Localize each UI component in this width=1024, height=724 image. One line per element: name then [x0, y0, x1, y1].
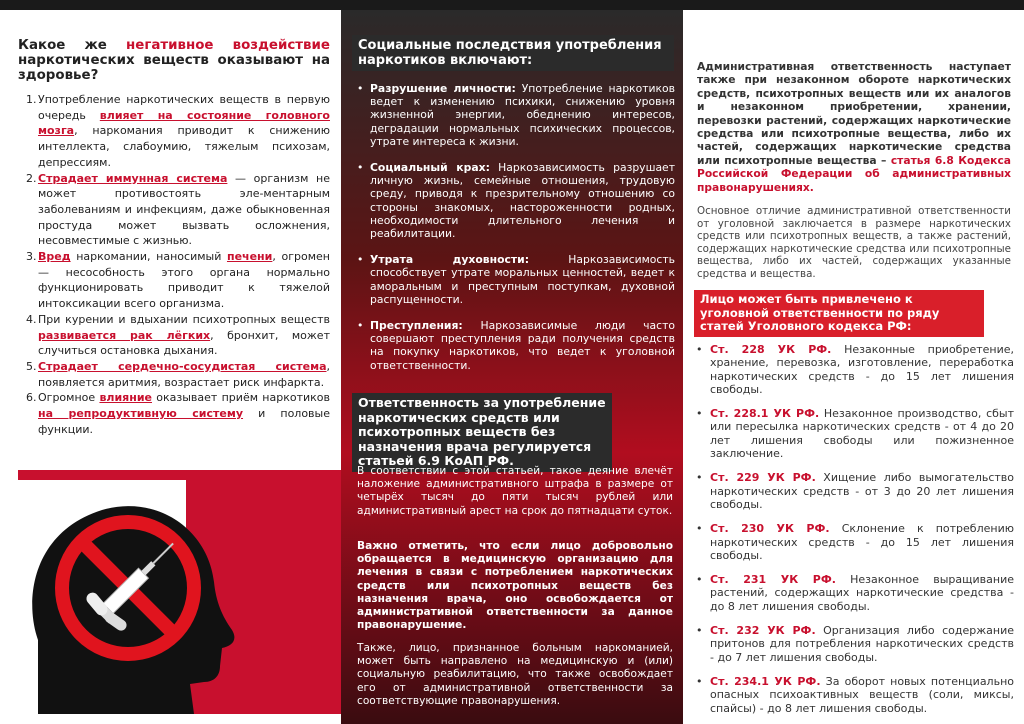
lead-article: статья 6.8 Кодекса Российской Федерации об административных правонарушениях.	[697, 153, 1011, 194]
list-item	[696, 343, 1014, 396]
item-text: оказывает приём наркотиков	[152, 391, 330, 405]
list-item	[26, 359, 330, 390]
top-bar	[0, 0, 1024, 10]
item-title: Социальный крах:	[370, 161, 490, 175]
list-item	[357, 319, 675, 372]
article-number: Ст. 228.1 УК РФ.	[710, 407, 820, 421]
item-title: Разрушение личности:	[370, 82, 516, 95]
list-item	[696, 407, 1014, 460]
liability-difference-text: Основное отличие административной ответственности от уголовной заключается в размере наркотических средств или психотропных веществ, а также растений, содержащих наркотические средства или психотропные вещества, либо их частей, содержащих указанные средства и вещества.	[697, 205, 1011, 280]
article-text: Незаконное производство, сбыт или пересылка наркотических средств - от 4 до 20 лет лишения свободы или пожизненное заключение.	[710, 407, 1014, 461]
heading-highlight: негативное воздействие	[125, 38, 330, 53]
article-text: Организация либо содержание притонов для потребления наркотических средств - до 7 лет лишения свободы.	[710, 624, 1014, 664]
item-number: 1.	[26, 93, 37, 106]
item-text: Огромное	[38, 391, 100, 405]
item-title: Утрата духовности:	[370, 253, 530, 267]
item-text: — организм не может противостоять эле-ментарным заболеваниям и инфекциям, даже обыкновенная простуда может вызвать осложнения, несовместимые с жизнью.	[38, 171, 331, 248]
list-item	[26, 390, 330, 437]
item-text: При курении и вдыхании психотропных веществ	[38, 312, 330, 326]
article-number: Ст. 229 УК РФ.	[710, 471, 816, 485]
item-number: 5.	[26, 359, 37, 373]
list-item	[26, 312, 330, 359]
social-consequences-list	[357, 82, 675, 385]
criminal-liability-heading: Лицо может быть привлечено к уголовной ответственности по ряду статей Уголовного кодекса РФ:	[694, 290, 984, 337]
article-number: Ст. 230 УК РФ.	[710, 522, 830, 536]
item-text: , огромен — несособность этого органа нормально функционировать приводит к тяжелой интоксикации всего организма.	[38, 250, 330, 311]
article-text: Хищение либо вымогательство наркотических средств - от 3 до 20 лет лишения свободы.	[710, 471, 1014, 511]
item-highlight: Страдает иммунная система	[38, 171, 228, 185]
item-text: Наркозависимые люди часто совершают преступления ради получения средств на покупку наркотиков, что ведет к уголовной ответственности.	[370, 319, 675, 372]
item-highlight: влияет на состояние головного мозга	[38, 108, 330, 138]
article-number: Ст. 234.1 УК РФ.	[710, 674, 821, 688]
lead-text: Административная ответственность наступает также при незаконном обороте наркотических средств, психотропных веществ или их аналогов и незаконном приобретении, хранении, перевозки растений, содержащих наркотические средства или психотропные вещества, либо их частей, содержащих наркотические средства или психотропные вещества –	[697, 60, 1011, 167]
administrative-liability-text	[697, 60, 1011, 194]
health-effects-heading	[18, 38, 330, 83]
no-drugs-illustration	[18, 470, 341, 714]
health-effects-list	[26, 92, 330, 437]
item-title: Преступления:	[370, 319, 463, 333]
list-item	[696, 471, 1014, 511]
list-item	[357, 253, 675, 306]
list-item	[26, 92, 330, 171]
item-text: , появляется аритмия, возрастает риск инфаркта.	[38, 359, 330, 389]
item-number: 4.	[26, 312, 37, 326]
item-text: , наркомания приводит к снижению интеллекта, слабоумию, тяжелым психозам, депрессиям.	[38, 124, 330, 169]
item-highlight: влияние	[99, 391, 152, 405]
item-highlight: развивается рак лёгких	[38, 328, 211, 342]
article-69-paragraph: В соответствии с этой статьей, такое деяние влечёт наложение административного штрафа в размере от четырёх тысяч до пяти тысяч рублей или административный арест на срок до пятнадцати суток.	[357, 465, 673, 517]
rehabilitation-paragraph: Также, лицо, признанное больным наркоманией, может быть направлено на медицинскую и (или) социальную реабилитацию, что также освобождает его от административной ответственности за соответствующие правонарушения.	[357, 642, 673, 707]
item-number: 2.	[26, 171, 37, 185]
heading-part: наркотических веществ оказывают на здоровье?	[18, 53, 330, 83]
item-highlight: Страдает сердечно-сосудистая система	[38, 359, 327, 373]
article-number: Ст. 228 УК РФ.	[710, 343, 832, 356]
list-item	[696, 624, 1014, 664]
item-highlight: печени	[226, 250, 273, 264]
item-text: и половые функции.	[38, 407, 330, 436]
responsibility-heading: Ответственность за употребление наркотических средств или психотропных веществ без назначения врача регулируется статьей 6.9 КоАП РФ.	[352, 393, 612, 472]
heading-part: Какое же	[18, 38, 126, 53]
item-text: Употребление наркотиков ведет к изменению психики, снижению уровня жизненной энергии, обеднению интересов, деградации нормальных психических процессов, утрате интереса к жизни.	[370, 82, 675, 148]
list-item	[26, 249, 330, 312]
item-text: Наркозависимость разрушает личную жизнь, семейные отношения, трудовую среду, приводя к презрительному отношению со стороны знакомых, настороженности родных, необходимости длительного лечения и реабилитации.	[370, 161, 675, 241]
social-consequences-heading: Социальные последствия употребления наркотиков включают:	[352, 35, 674, 71]
article-number: Ст. 231 УК РФ.	[710, 573, 836, 587]
list-item	[696, 675, 1014, 715]
social-consequences-column	[341, 10, 683, 724]
item-highlight: Вред	[38, 250, 71, 264]
criminal-articles-list	[696, 343, 1014, 724]
list-item	[696, 522, 1014, 562]
item-text: Употребление наркотических веществ в первую очередь	[38, 93, 330, 122]
no-drugs-poster	[18, 470, 341, 714]
voluntary-treatment-paragraph: Важно отметить, что если лицо добровольно обращается в медицинскую организацию для лечения в связи с потреблением наркотических средств или психотропных веществ без назначения врача, оно освобождается от административной ответственности за данное правонарушение.	[357, 540, 673, 632]
item-text: Наркозависимость способствует утрате моральных ценностей, ведет к аморальным и преступным поступкам, духовной распущенности.	[370, 253, 675, 306]
list-item	[357, 161, 675, 240]
item-highlight: на репродуктивную систему	[38, 407, 244, 421]
legal-responsibility-column	[683, 10, 1024, 724]
list-item	[26, 171, 330, 250]
item-number: 6.	[26, 391, 37, 405]
list-item	[357, 82, 675, 148]
article-text: Незаконное выращивание растений, содержащих наркотические средства - до 8 лет лишения свободы.	[710, 573, 1014, 613]
list-item	[696, 573, 1014, 613]
article-text: Незаконные приобретение, хранение, перевозка, изготовление, переработка наркотических средств - до 15 лет лишения свободы.	[710, 343, 1014, 396]
article-number: Ст. 232 УК РФ.	[710, 624, 816, 638]
item-text: , бронхит, может случиться остановка дыхания.	[38, 328, 330, 358]
article-text: Склонение к потреблению наркотических средств - до 15 лет лишения свободы.	[710, 522, 1014, 562]
item-number: 3.	[26, 250, 37, 264]
item-text: наркомании, наносимый	[70, 250, 227, 264]
article-text: За оборот новых потенциально опасных психоактивных веществ (соли, миксы, спайсы) - до 8 лет лишения свободы.	[710, 674, 1014, 715]
